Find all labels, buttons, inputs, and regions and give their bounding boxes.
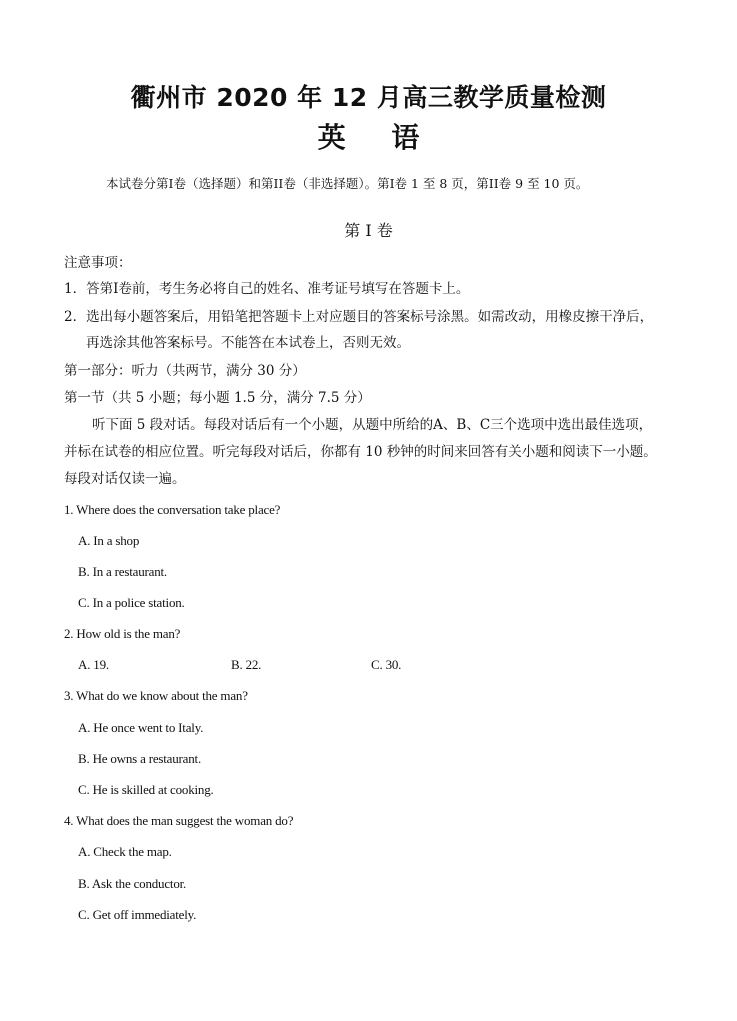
- question-1-option-b: B. In a restaurant.: [78, 564, 167, 579]
- question-1-stem: 1. Where does the conversation take place?: [64, 502, 281, 517]
- question-2-option-a: A. 19.: [78, 657, 109, 672]
- instructions-line-2: 并标在试卷的相应位置。听完每段对话后，你都有 10 秒钟的时间来回答有关小题和阅读下一小题。: [64, 444, 657, 460]
- section1-heading: 第一节（共 5 小题；每小题 1.5 分，满分 7.5 分）: [64, 390, 371, 406]
- notes-item-2: 2．选出每小题答案后，用铅笔把答题卡上对应题目的答案标号涂黑。如需改动，用橡皮擦干净后，: [64, 309, 654, 325]
- instructions-line-1: 听下面 5 段对话。每段对话后有一个小题，从题中所给的A、B、C三个选项中选出最佳选项，: [92, 417, 653, 433]
- question-3-stem: 3. What do we know about the man?: [64, 688, 248, 703]
- paper-intro: 本试卷分第I卷（选择题）和第II卷（非选择题）。第I卷 1 至 8 页，第II卷 9 至 10 页。: [106, 176, 589, 191]
- question-4-option-a: A. Check the map.: [78, 844, 172, 859]
- part1-heading: 第一部分：听力（共两节，满分 30 分）: [64, 363, 306, 379]
- question-2-stem: 2. How old is the man?: [64, 626, 181, 641]
- subject-title: 英 语: [317, 121, 438, 154]
- question-3-option-b: B. He owns a restaurant.: [78, 751, 201, 766]
- question-2-option-c: C. 30.: [371, 657, 402, 672]
- question-2-option-b: B. 22.: [231, 657, 262, 672]
- instructions-line-3: 每段对话仅读一遍。: [64, 471, 186, 487]
- question-4-stem: 4. What does the man suggest the woman do?: [64, 813, 294, 828]
- notes-heading: 注意事项：: [64, 255, 132, 271]
- question-4-option-b: B. Ask the conductor.: [78, 876, 187, 891]
- question-4-option-c: C. Get off immediately.: [78, 907, 197, 922]
- question-3-option-c: C. He is skilled at cooking.: [78, 782, 214, 797]
- exam-title: 衢州市 2020 年 12 月高三教学质量检测: [130, 83, 607, 112]
- question-3-option-a: A. He once went to Italy.: [78, 720, 204, 735]
- question-1-option-c: C. In a police station.: [78, 595, 185, 610]
- volume-heading: 第 I 卷: [344, 221, 393, 240]
- question-1-option-a: A. In a shop: [78, 533, 140, 548]
- notes-item-1: 1．答第I卷前，考生务必将自己的姓名、准考证号填写在答题卡上。: [64, 281, 470, 297]
- notes-item-2-continued: 再选涂其他答案标号。不能答在本试卷上，否则无效。: [86, 335, 410, 351]
